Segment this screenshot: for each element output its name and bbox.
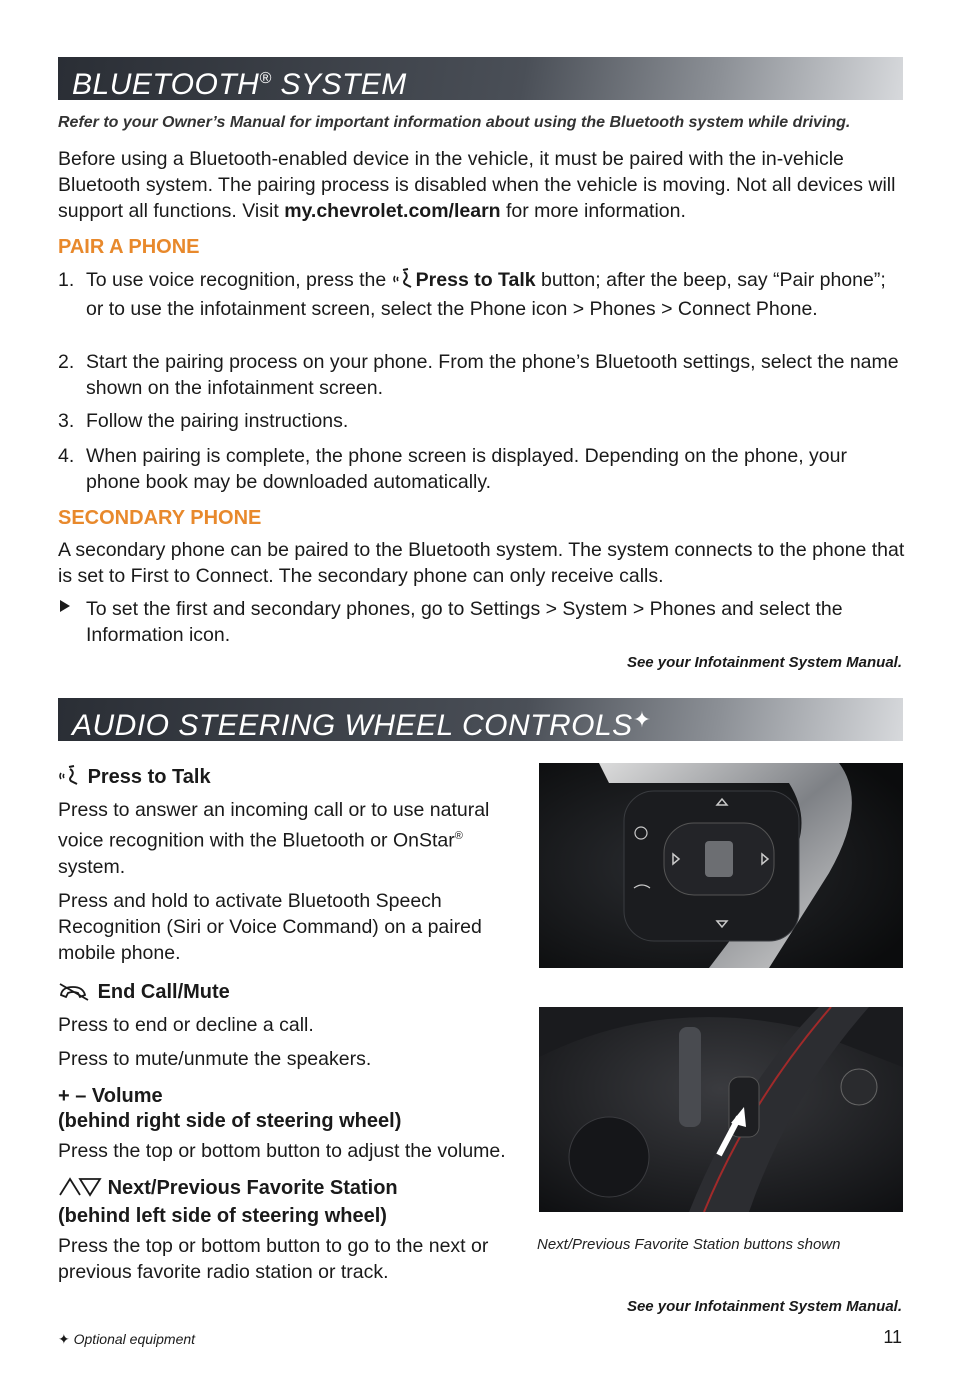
audio-controls-column (58, 764, 523, 1285)
optional-mark: ✦ (58, 1331, 70, 1347)
step-text: To use voice recognition, press the (86, 269, 392, 291)
end-call-heading (58, 980, 523, 1008)
audio-section-banner (58, 698, 903, 741)
next-previous-icon (58, 1177, 102, 1204)
see-manual-reference: See your Infotainment System Manual. (626, 654, 902, 671)
optional-equipment-footnote (58, 1331, 195, 1348)
audio-title: AUDIO STEERING WHEEL CONTROLS (72, 709, 633, 742)
step-number: 2. (58, 351, 75, 373)
station-label: Next/Previous Favorite Station (107, 1176, 398, 1199)
step-text: Start the pairing process on your phone. From the phone’s Bluetooth settings, select the name shown on the infotainment screen. (86, 351, 899, 399)
end-call-desc-1: Press to end or decline a call. (58, 1013, 314, 1036)
press-to-talk-desc-2: Press and hold to activate Bluetooth Speech Recognition (Siri or Voice Command) on a paired mobile phone. (58, 889, 482, 964)
bluetooth-safety-note: Refer to your Owner’s Manual for important information about using the Bluetooth system while driving. (58, 114, 851, 131)
secondary-phone-text: A secondary phone can be paired to the Bluetooth system. The system connects to the phone that is set to First to Connect. The secondary phone can only receive calls. (58, 539, 905, 587)
behind-wheel-buttons-photo (539, 1007, 903, 1212)
volume-location: (behind right side of steering wheel) (58, 1109, 402, 1132)
page-number: 11 (883, 1327, 902, 1347)
step-text: When pairing is complete, the phone screen is displayed. Depending on the phone, your phone book may be downloaded automatically. (86, 445, 847, 493)
learn-link[interactable]: my.chevrolet.com/learn (284, 200, 501, 222)
desc-text: Press to answer an incoming call or to use natural voice recognition with the Bluetooth or OnStar (58, 799, 490, 852)
registered-mark: ® (259, 70, 272, 87)
bluetooth-intro (58, 146, 906, 224)
volume-desc: Press the top or bottom button to adjust the volume. (58, 1139, 506, 1162)
see-manual-reference-audio: See your Infotainment System Manual. (626, 1298, 902, 1315)
pair-step-4 (58, 443, 903, 495)
bluetooth-title-suffix: SYSTEM (271, 68, 407, 101)
pair-step-1 (58, 267, 903, 322)
pair-step-2 (58, 349, 903, 401)
optional-mark: ✦ (632, 707, 652, 732)
secondary-phone-bullet (58, 596, 903, 648)
press-to-talk-icon (58, 764, 82, 793)
pair-step-3 (58, 408, 903, 434)
volume-label: + – Volume (58, 1084, 163, 1107)
press-to-talk-label: Press to Talk (87, 766, 211, 788)
press-to-talk-heading (58, 764, 523, 793)
press-to-talk-icon (392, 267, 416, 296)
bullet-arrow-icon (58, 596, 72, 623)
optional-text: Optional equipment (69, 1331, 196, 1347)
intro-text: Before using a Bluetooth-enabled device in the vehicle, it must be paired with the in-vehicle Bluetooth system. The pairing process is disabled when the vehicle is moving. Not all devices will support all functions. Visit (58, 148, 896, 222)
end-call-icon (58, 981, 92, 1008)
bluetooth-title: BLUETOOTH (72, 68, 260, 101)
station-desc: Press the top or bottom button to go to the next or previous favorite radio station or track. (58, 1234, 489, 1283)
step-number: 4. (58, 445, 75, 467)
end-call-desc-2: Press to mute/unmute the speakers. (58, 1047, 372, 1070)
step-number: 1. (58, 269, 75, 291)
step-text: Follow the pairing instructions. (86, 410, 349, 432)
bullet-text: To set the first and secondary phones, go to Settings > System > Phones and select the Information icon. (86, 598, 843, 646)
end-call-label: End Call/Mute (97, 980, 230, 1003)
station-location: (behind left side of steering wheel) (58, 1204, 387, 1227)
press-to-talk-desc-1 (58, 797, 523, 880)
step-number: 3. (58, 410, 75, 432)
bluetooth-section-banner (58, 57, 903, 100)
volume-heading (58, 1084, 523, 1134)
pair-phone-heading: PAIR A PHONE (58, 236, 200, 258)
registered-mark: ® (454, 830, 463, 842)
photo-caption: Next/Previous Favorite Station buttons shown (537, 1236, 841, 1253)
step-text-end: button; after the beep, say “Pair phone”; or to use the infotainment screen, select the Phone icon > Phones > Connect Phone. (86, 269, 886, 320)
intro-text-end: for more information. (500, 200, 686, 222)
secondary-phone-heading: SECONDARY PHONE (58, 507, 262, 529)
step-bold: Press to Talk (415, 269, 536, 291)
steering-wheel-controls-photo (539, 763, 903, 968)
station-heading (58, 1176, 523, 1229)
desc-text-end: system. (58, 855, 126, 878)
